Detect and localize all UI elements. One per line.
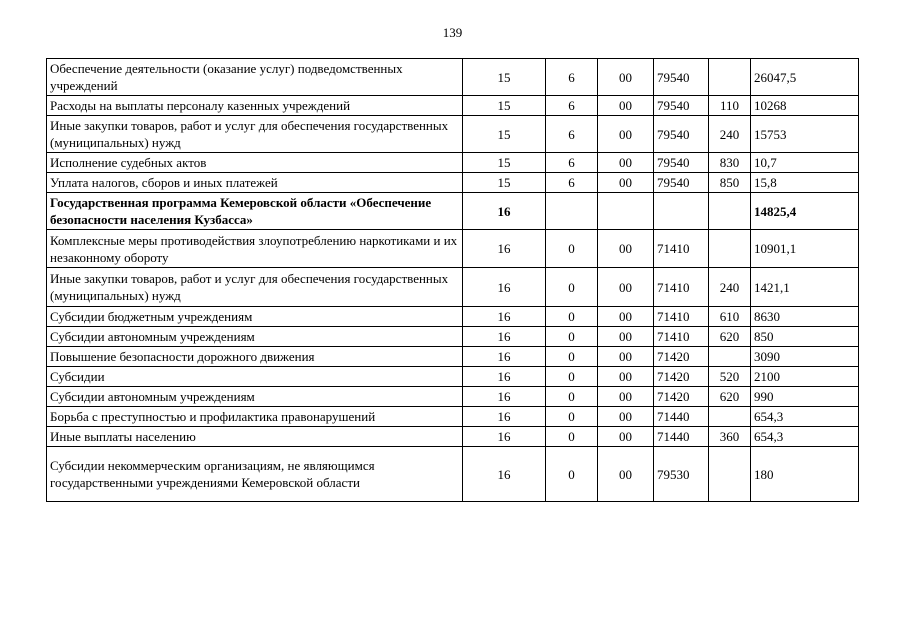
table-row xyxy=(47,447,859,502)
subprogram-code-cell: 0 xyxy=(546,387,598,407)
program-code-cell: 15 xyxy=(463,96,546,116)
program-code-cell: 16 xyxy=(463,407,546,427)
expense-type-cell: 850 xyxy=(709,173,751,193)
expense-type-cell: 240 xyxy=(709,268,751,307)
subprogram-code-cell: 0 xyxy=(546,447,598,502)
row-name-cell: Государственная программа Кемеровской области «Обеспечение безопасности населения Кузбасса» xyxy=(47,193,463,230)
amount-cell: 15753 xyxy=(751,116,859,153)
target-code-cell: 79540 xyxy=(654,116,709,153)
direction-code-cell: 00 xyxy=(598,59,654,96)
expense-type-cell: 520 xyxy=(709,367,751,387)
row-name-cell: Иные закупки товаров, работ и услуг для обеспечения государственных (муниципальных) нужд xyxy=(47,268,463,307)
program-code-cell: 16 xyxy=(463,447,546,502)
program-code-cell: 15 xyxy=(463,153,546,173)
target-code-cell: 71420 xyxy=(654,367,709,387)
target-code-cell: 71410 xyxy=(654,230,709,268)
subprogram-code-cell: 6 xyxy=(546,153,598,173)
table-row xyxy=(47,230,859,268)
expense-type-cell: 620 xyxy=(709,327,751,347)
row-name-cell: Комплексные меры противодействия злоупотреблению наркотиками и их незаконному обороту xyxy=(47,230,463,268)
target-code-cell: 71420 xyxy=(654,347,709,367)
direction-code-cell: 00 xyxy=(598,427,654,447)
direction-code-cell: 00 xyxy=(598,367,654,387)
amount-cell: 654,3 xyxy=(751,407,859,427)
expense-type-cell xyxy=(709,193,751,230)
table-row xyxy=(47,59,859,96)
table-row xyxy=(47,307,859,327)
amount-cell: 654,3 xyxy=(751,427,859,447)
target-code-cell: 79530 xyxy=(654,447,709,502)
program-code-cell: 16 xyxy=(463,427,546,447)
target-code-cell: 79540 xyxy=(654,96,709,116)
expense-type-cell: 110 xyxy=(709,96,751,116)
direction-code-cell: 00 xyxy=(598,153,654,173)
direction-code-cell: 00 xyxy=(598,447,654,502)
program-code-cell: 16 xyxy=(463,230,546,268)
target-code-cell xyxy=(654,193,709,230)
direction-code-cell: 00 xyxy=(598,268,654,307)
amount-cell: 10268 xyxy=(751,96,859,116)
row-name-cell: Расходы на выплаты персоналу казенных учреждений xyxy=(47,96,463,116)
amount-cell: 1421,1 xyxy=(751,268,859,307)
table-row xyxy=(47,367,859,387)
program-code-cell: 15 xyxy=(463,173,546,193)
row-name-cell: Субсидии бюджетным учреждениям xyxy=(47,307,463,327)
program-code-cell: 16 xyxy=(463,367,546,387)
amount-cell: 180 xyxy=(751,447,859,502)
subprogram-code-cell: 6 xyxy=(546,96,598,116)
program-code-cell: 15 xyxy=(463,116,546,153)
amount-cell: 850 xyxy=(751,327,859,347)
expense-type-cell: 610 xyxy=(709,307,751,327)
expense-type-cell xyxy=(709,230,751,268)
direction-code-cell: 00 xyxy=(598,327,654,347)
amount-cell: 8630 xyxy=(751,307,859,327)
table-row xyxy=(47,387,859,407)
table-row xyxy=(47,153,859,173)
row-name-cell: Иные закупки товаров, работ и услуг для обеспечения государственных (муниципальных) нужд xyxy=(47,116,463,153)
table-row xyxy=(47,427,859,447)
direction-code-cell: 00 xyxy=(598,96,654,116)
amount-cell: 14825,4 xyxy=(751,193,859,230)
expense-type-cell xyxy=(709,407,751,427)
target-code-cell: 71410 xyxy=(654,268,709,307)
subprogram-code-cell: 0 xyxy=(546,407,598,427)
direction-code-cell: 00 xyxy=(598,407,654,427)
row-name-cell: Субсидии xyxy=(47,367,463,387)
direction-code-cell xyxy=(598,193,654,230)
expense-type-cell xyxy=(709,59,751,96)
page-number: 139 xyxy=(442,25,463,40)
table-row xyxy=(47,407,859,427)
expense-type-cell: 830 xyxy=(709,153,751,173)
row-name-cell: Субсидии некоммерческим организациям, не являющимся государственными учреждениями Кемеровской области xyxy=(47,447,463,502)
row-name-cell: Исполнение судебных актов xyxy=(47,153,463,173)
expense-type-cell xyxy=(709,447,751,502)
amount-cell: 10,7 xyxy=(751,153,859,173)
program-code-cell: 16 xyxy=(463,268,546,307)
row-name-cell: Обеспечение деятельности (оказание услуг) подведомственных учреждений xyxy=(47,59,463,96)
target-code-cell: 71440 xyxy=(654,407,709,427)
direction-code-cell: 00 xyxy=(598,173,654,193)
direction-code-cell: 00 xyxy=(598,116,654,153)
amount-cell: 15,8 xyxy=(751,173,859,193)
target-code-cell: 79540 xyxy=(654,173,709,193)
program-code-cell: 16 xyxy=(463,307,546,327)
expense-type-cell: 240 xyxy=(709,116,751,153)
row-name-cell: Иные выплаты населению xyxy=(47,427,463,447)
target-code-cell: 79540 xyxy=(654,153,709,173)
direction-code-cell: 00 xyxy=(598,230,654,268)
target-code-cell: 71440 xyxy=(654,427,709,447)
program-code-cell: 16 xyxy=(463,327,546,347)
subprogram-code-cell: 6 xyxy=(546,116,598,153)
subprogram-code-cell: 0 xyxy=(546,230,598,268)
expense-type-cell: 620 xyxy=(709,387,751,407)
amount-cell: 26047,5 xyxy=(751,59,859,96)
expense-type-cell xyxy=(709,347,751,367)
subprogram-code-cell: 0 xyxy=(546,427,598,447)
row-name-cell: Борьба с преступностью и профилактика правонарушений xyxy=(47,407,463,427)
budget-table-body xyxy=(47,59,859,502)
subprogram-code-cell: 0 xyxy=(546,307,598,327)
target-code-cell: 71420 xyxy=(654,387,709,407)
subprogram-code-cell: 0 xyxy=(546,347,598,367)
target-code-cell: 71410 xyxy=(654,307,709,327)
direction-code-cell: 00 xyxy=(598,347,654,367)
subprogram-code-cell: 0 xyxy=(546,327,598,347)
target-code-cell: 79540 xyxy=(654,59,709,96)
program-code-cell: 16 xyxy=(463,387,546,407)
table-row xyxy=(47,268,859,307)
budget-table xyxy=(46,58,859,502)
subprogram-code-cell xyxy=(546,193,598,230)
program-code-cell: 16 xyxy=(463,347,546,367)
table-row xyxy=(47,173,859,193)
table-row xyxy=(47,96,859,116)
program-code-cell: 16 xyxy=(463,193,546,230)
direction-code-cell: 00 xyxy=(598,307,654,327)
subprogram-code-cell: 0 xyxy=(546,268,598,307)
row-name-cell: Уплата налогов, сборов и иных платежей xyxy=(47,173,463,193)
subprogram-code-cell: 6 xyxy=(546,59,598,96)
row-name-cell: Повышение безопасности дорожного движения xyxy=(47,347,463,367)
subprogram-code-cell: 0 xyxy=(546,367,598,387)
amount-cell: 3090 xyxy=(751,347,859,367)
amount-cell: 10901,1 xyxy=(751,230,859,268)
subprogram-code-cell: 6 xyxy=(546,173,598,193)
expense-type-cell: 360 xyxy=(709,427,751,447)
direction-code-cell: 00 xyxy=(598,387,654,407)
table-row xyxy=(47,116,859,153)
table-row xyxy=(47,327,859,347)
table-row xyxy=(47,193,859,230)
table-row xyxy=(47,347,859,367)
row-name-cell: Субсидии автономным учреждениям xyxy=(47,327,463,347)
program-code-cell: 15 xyxy=(463,59,546,96)
target-code-cell: 71410 xyxy=(654,327,709,347)
amount-cell: 990 xyxy=(751,387,859,407)
row-name-cell: Субсидии автономным учреждениям xyxy=(47,387,463,407)
amount-cell: 2100 xyxy=(751,367,859,387)
